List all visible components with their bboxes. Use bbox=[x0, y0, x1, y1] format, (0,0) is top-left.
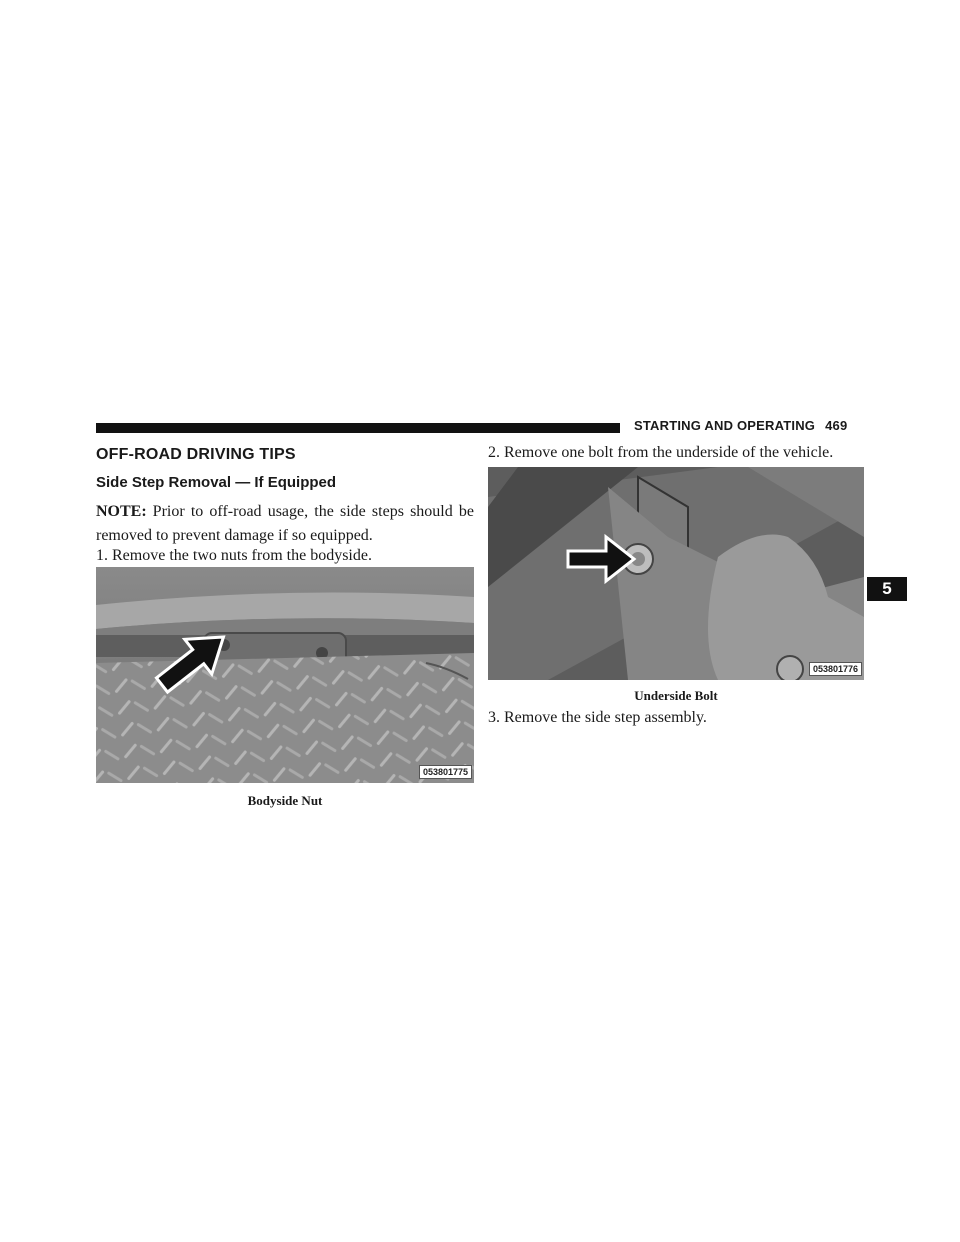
subsection-title: Side Step Removal — If Equipped bbox=[96, 474, 337, 491]
figure-caption-bodyside-nut: Bodyside Nut bbox=[247, 793, 323, 808]
header-rule bbox=[96, 423, 620, 433]
step-2: 2. Remove one bolt from the underside of the vehicle. bbox=[488, 444, 834, 461]
figure-bodyside-nut bbox=[96, 567, 474, 783]
figure-id-badge: 053801776 bbox=[809, 662, 862, 676]
section-title: OFF-ROAD DRIVING TIPS bbox=[96, 446, 296, 463]
note-label: NOTE: bbox=[96, 503, 147, 520]
underside-bolt-illustration bbox=[488, 467, 864, 680]
chapter-tab: 5 bbox=[867, 577, 907, 601]
step-3: 3. Remove the side step assembly. bbox=[488, 709, 707, 726]
note-paragraph bbox=[96, 500, 474, 548]
figure-underside-bolt bbox=[488, 467, 864, 680]
running-header bbox=[634, 418, 864, 433]
page-number: 469 bbox=[825, 418, 848, 433]
figure-caption-underside-bolt: Underside Bolt bbox=[634, 688, 718, 703]
step-1: 1. Remove the two nuts from the bodyside. bbox=[96, 547, 372, 564]
figure-id-badge: 053801775 bbox=[419, 765, 472, 779]
note-text: Prior to off-road usage, the side steps should be removed to prevent damage if so equipped. bbox=[96, 503, 474, 544]
header-section-name: STARTING AND OPERATING bbox=[634, 418, 816, 433]
bodyside-nut-illustration bbox=[96, 567, 474, 783]
